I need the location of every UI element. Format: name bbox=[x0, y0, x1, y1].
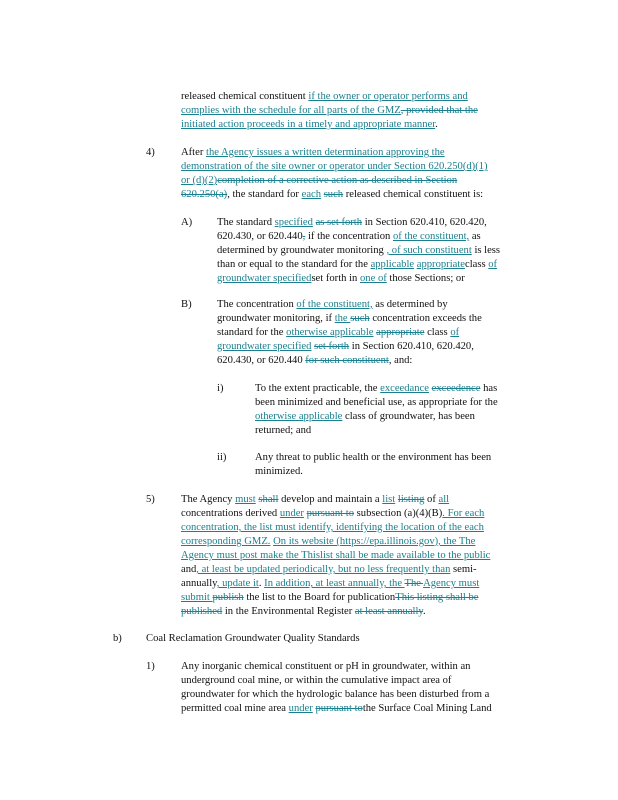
deleted-text: shall bbox=[258, 494, 279, 505]
inserted-text: concentration, the list must identify, identifying the location of the each bbox=[181, 522, 484, 533]
deleted-text: , provided that the bbox=[400, 105, 478, 116]
text-line bbox=[181, 104, 478, 118]
text-line bbox=[255, 465, 303, 479]
item-label: 4) bbox=[146, 147, 155, 158]
text-run: returned; and bbox=[255, 425, 312, 436]
text-line bbox=[181, 146, 445, 160]
text-run: permitted coal mine area bbox=[181, 703, 289, 714]
inserted-text: This bbox=[301, 550, 320, 561]
inserted-text: Agency must post make the bbox=[181, 550, 302, 561]
text-line bbox=[217, 326, 459, 340]
text-run: as determined by bbox=[372, 299, 448, 310]
deleted-text: 620.250(a) bbox=[181, 189, 228, 200]
text-run: in bbox=[346, 273, 360, 284]
text-run: The concentration bbox=[217, 299, 297, 310]
text-run: The Agency bbox=[181, 494, 236, 505]
text-run: if the concentration bbox=[305, 231, 393, 242]
text-line bbox=[181, 535, 475, 549]
text-run: annually bbox=[181, 578, 217, 589]
inserted-text: groundwater specified bbox=[217, 341, 312, 352]
inserted-text: if the owner or operator performs and bbox=[308, 91, 468, 102]
text-run: the Surface Coal Mining Land bbox=[362, 703, 492, 714]
inserted-text: list shall be made available to the public bbox=[320, 550, 491, 561]
inserted-text: of the constituent, bbox=[392, 231, 470, 242]
text-run: been minimized and beneficial use, as appropriate for the bbox=[255, 397, 498, 408]
text-run: in the Environmental Register bbox=[222, 606, 355, 617]
text-line bbox=[255, 396, 498, 410]
deleted-text: exceedence bbox=[431, 383, 481, 394]
deleted-text: at least annually bbox=[354, 606, 424, 617]
text-run: . bbox=[423, 606, 426, 617]
section-label: b) bbox=[113, 633, 122, 644]
inserted-text: be updated periodically, but no less frequently than bbox=[233, 564, 451, 575]
deleted-text: pursuant to bbox=[315, 703, 363, 714]
inserted-text: of bbox=[488, 259, 498, 270]
text-run: and bbox=[181, 564, 197, 575]
inserted-text: each bbox=[301, 189, 322, 200]
deleted-text: The bbox=[404, 578, 424, 589]
text-run: 620.430, or 620.440 bbox=[217, 355, 306, 366]
text-run: 620.430, or 620.440 bbox=[217, 231, 303, 242]
deleted-text: appropriate bbox=[376, 327, 425, 338]
text-run: semi- bbox=[450, 564, 477, 575]
inserted-text: , at least bbox=[196, 564, 234, 575]
deleted-text: listing bbox=[397, 494, 425, 505]
text-line bbox=[255, 382, 497, 396]
text-line bbox=[217, 312, 482, 326]
text-run: concentrations derived bbox=[181, 508, 280, 519]
inserted-text: , of such constituent bbox=[386, 245, 472, 256]
inserted-text: the Agency issues a written determination approving the bbox=[206, 147, 445, 158]
deleted-text: as set forth bbox=[315, 217, 363, 228]
text-line bbox=[181, 605, 426, 619]
text-line bbox=[181, 188, 483, 202]
inserted-text: otherwise applicable bbox=[286, 327, 374, 338]
text-run: class of groundwater, has been bbox=[342, 411, 475, 422]
inserted-text: submit bbox=[181, 592, 213, 603]
text-line bbox=[255, 424, 311, 438]
section-title: Coal Reclamation Groundwater Quality Standards bbox=[146, 633, 360, 644]
text-run: , the standard for bbox=[227, 189, 302, 200]
text-run: underground coal mine, or within the cumulative impact area of bbox=[181, 675, 452, 686]
inserted-text: under bbox=[279, 508, 304, 519]
text-run: The standard bbox=[217, 217, 275, 228]
text-line bbox=[181, 174, 457, 188]
text-run: in Section 620.410, 620.420, bbox=[362, 217, 487, 228]
text-run: minimized. bbox=[255, 466, 303, 477]
text-run: has bbox=[480, 383, 498, 394]
deleted-text: such bbox=[350, 313, 370, 324]
deleted-text: This listing shall be bbox=[395, 592, 479, 603]
inserted-text: applicable bbox=[370, 259, 415, 270]
text-line bbox=[255, 451, 491, 465]
text-run: class bbox=[465, 259, 489, 270]
text-line bbox=[181, 521, 484, 535]
text-run: set forth bbox=[311, 273, 347, 284]
deleted-text: completion of a corrective action as described in Section bbox=[217, 175, 458, 186]
inserted-text: On its website (https://epa.illinois.gov), the The bbox=[273, 536, 476, 547]
deleted-text: for such constituent bbox=[305, 355, 389, 366]
text-line bbox=[217, 216, 487, 230]
inserted-text: In addition, at least annually, the bbox=[264, 578, 405, 589]
text-line bbox=[255, 410, 475, 424]
inserted-text: or (d)(2) bbox=[181, 175, 218, 186]
text-line bbox=[181, 549, 490, 563]
text-run: those Sections; or bbox=[386, 273, 465, 284]
item-label: i) bbox=[217, 383, 224, 394]
text-run: released chemical constituent bbox=[181, 91, 309, 102]
text-run: class bbox=[424, 327, 451, 338]
deleted-text: published bbox=[181, 606, 223, 617]
text-run: To the extent practicable, the bbox=[255, 383, 381, 394]
text-line bbox=[217, 258, 497, 272]
inserted-text: one of bbox=[360, 273, 387, 284]
text-run: determined by groundwater monitoring bbox=[217, 245, 387, 256]
text-line bbox=[181, 702, 492, 716]
deleted-text: set forth bbox=[314, 341, 350, 352]
inserted-text: demonstration of the site owner or operator under Section 620.250(d)(1) bbox=[181, 161, 488, 172]
inserted-text: complies with the schedule for all parts of the GMZ bbox=[181, 105, 401, 116]
text-run: groundwater monitoring, if bbox=[217, 313, 335, 324]
inserted-text: all bbox=[438, 494, 450, 505]
text-run: is less bbox=[471, 245, 501, 256]
text-run: released chemical constituent is: bbox=[343, 189, 484, 200]
inserted-text: Agency must bbox=[423, 578, 480, 589]
text-line bbox=[217, 298, 448, 312]
inserted-text: of the constituent, bbox=[296, 299, 373, 310]
text-run: standard for the bbox=[217, 327, 287, 338]
text-line bbox=[181, 674, 451, 688]
text-line bbox=[217, 340, 474, 354]
inserted-text: of bbox=[450, 327, 460, 338]
text-run: the list to the Board for publication bbox=[243, 592, 396, 603]
inserted-text: initiated action proceeds in a timely and appropriate manner bbox=[181, 119, 436, 130]
inserted-text: must bbox=[235, 494, 256, 505]
text-line bbox=[181, 90, 468, 104]
text-run: develop and maintain a bbox=[278, 494, 383, 505]
text-line bbox=[181, 577, 479, 591]
deleted-text: pursuant to bbox=[306, 508, 354, 519]
inserted-text: . For each bbox=[442, 508, 485, 519]
text-run: . bbox=[258, 578, 265, 589]
text-line bbox=[181, 160, 488, 174]
inserted-text: appropriate bbox=[416, 259, 465, 270]
text-line bbox=[181, 563, 477, 577]
inserted-text: , update it bbox=[216, 578, 259, 589]
deleted-text: such bbox=[323, 189, 344, 200]
inserted-text: exceedance bbox=[380, 383, 429, 394]
text-run: . bbox=[435, 119, 438, 130]
inserted-text: specified bbox=[274, 217, 313, 228]
text-run: as bbox=[469, 231, 481, 242]
text-line bbox=[181, 118, 438, 132]
text-run: concentration exceeds the bbox=[369, 313, 482, 324]
text-run: subsection (a)(4)(B) bbox=[354, 508, 443, 519]
text-run: , and: bbox=[388, 355, 413, 366]
inserted-text: groundwater specified bbox=[217, 273, 312, 284]
text-run: Any inorganic chemical constituent or pH in groundwater, within an bbox=[181, 661, 471, 672]
deleted-text: publish bbox=[212, 592, 244, 603]
inserted-text: under bbox=[288, 703, 313, 714]
inserted-text: corresponding GMZ. bbox=[181, 536, 271, 547]
text-run: than or equal to the standard for the bbox=[217, 259, 371, 270]
text-run: of bbox=[424, 494, 439, 505]
text-line bbox=[217, 354, 412, 368]
inserted-text: otherwise applicable bbox=[255, 411, 343, 422]
item-label: 5) bbox=[146, 494, 155, 505]
text-line bbox=[181, 591, 479, 605]
text-run: After bbox=[181, 147, 206, 158]
text-run: groundwater for which the hydrologic balance has been disturbed from a bbox=[181, 689, 490, 700]
inserted-text: the bbox=[334, 313, 351, 324]
item-label: 1) bbox=[146, 661, 155, 672]
text-line bbox=[217, 230, 481, 244]
text-line bbox=[217, 244, 500, 258]
item-label: B) bbox=[181, 299, 192, 310]
text-line bbox=[181, 507, 484, 521]
text-run: Any threat to public health or the environment has been bbox=[255, 452, 492, 463]
text-line bbox=[181, 688, 489, 702]
text-line bbox=[181, 493, 449, 507]
item-label: A) bbox=[181, 217, 193, 228]
text-run: in Section 620.410, 620.420, bbox=[349, 341, 474, 352]
text-line bbox=[181, 660, 470, 674]
item-label: ii) bbox=[217, 452, 227, 463]
deleted-text: , bbox=[302, 231, 306, 242]
inserted-text: list bbox=[382, 494, 396, 505]
text-line bbox=[217, 272, 465, 286]
